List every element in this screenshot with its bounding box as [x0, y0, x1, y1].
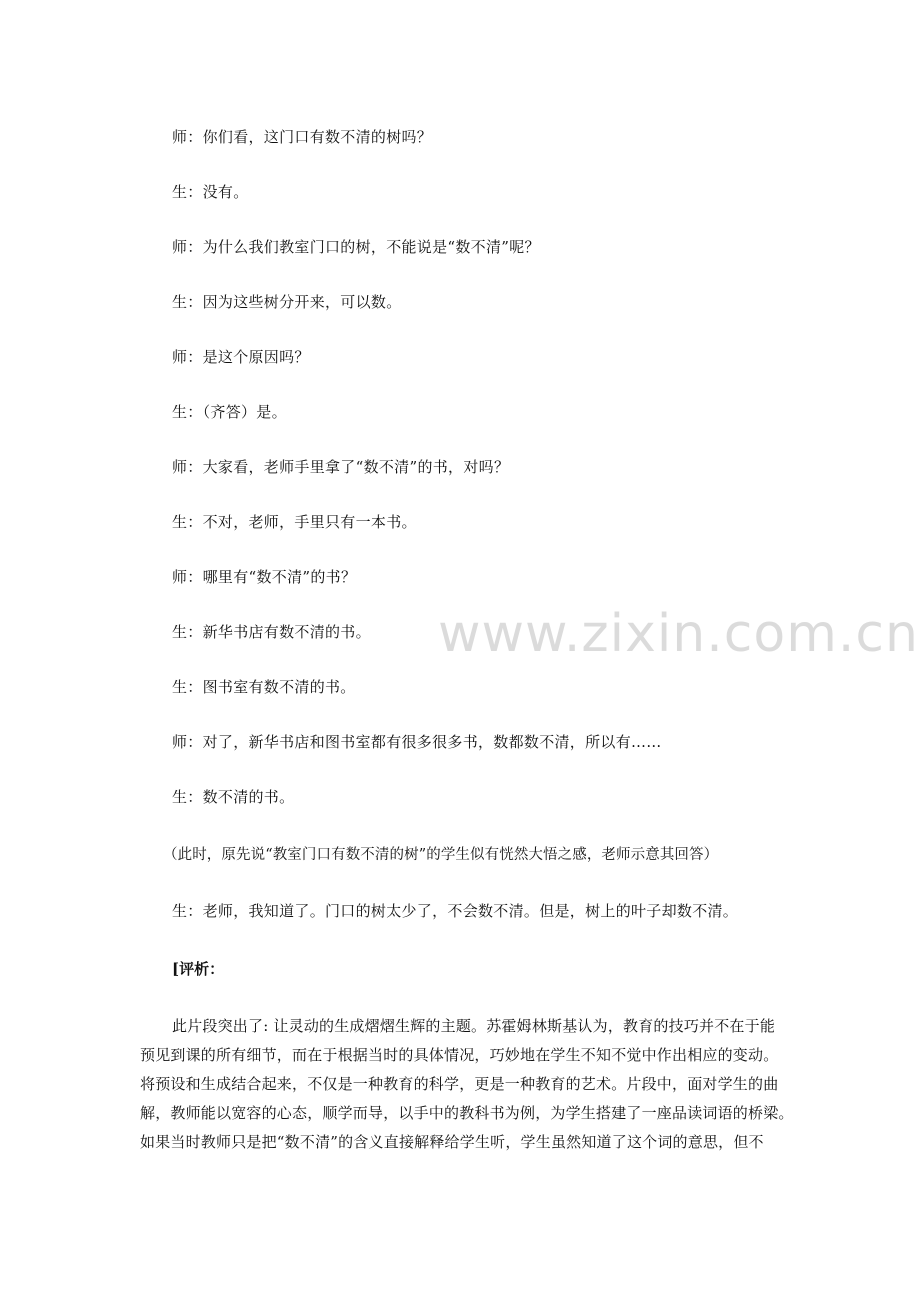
dialogue-line-2: 生：没有。: [172, 183, 249, 201]
dialogue-line-13: 生：数不清的书。: [172, 788, 295, 806]
analysis-line-3: 将预设和生成结合起来，不仅是一种教育的科学，更是一种教育的艺术。片段中，面对学生的曲: [140, 1075, 779, 1093]
dialogue-line-6: 生：（齐答）是。: [172, 403, 287, 421]
analysis-paragraph: [140, 1012, 794, 1157]
dialogue-line-10: 生：新华书店有数不清的书。: [172, 623, 371, 641]
dialogue-line-11: 生：图书室有数不清的书。: [172, 678, 356, 696]
dialogue-line-5: 师：是这个原因吗？: [172, 348, 310, 366]
watermark: www.zixin.com.cn: [438, 604, 919, 664]
analysis-line-2: 预见到课的所有细节，而在于根据当时的具体情况，巧妙地在学生不知不觉中作出相应的变动。: [140, 1046, 779, 1064]
dialogue-line-7: 师：大家看，老师手里拿了“数不清”的书，对吗？: [172, 458, 510, 476]
dialogue-line-4: 生：因为这些树分开来，可以数。: [172, 293, 402, 311]
dialogue-line-12: 师：对了，新华书店和图书室都有很多很多书，数都数不清，所以有……: [172, 733, 662, 751]
analysis-line-1: 此片段突出了: 让灵动的生成熠熠生辉的主题。苏霍姆林斯基认为，教育的技巧并不在于能: [172, 1017, 776, 1035]
dialogue-line-8: 生：不对，老师，手里只有一本书。: [172, 513, 417, 531]
dialogue-line-9: 师：哪里有“数不清”的书？: [172, 568, 357, 586]
dialogue-line-3: 师：为什么我们教室门口的树，不能说是“数不清”呢？: [172, 238, 540, 256]
analysis-heading: [评析：: [172, 960, 225, 978]
dialogue-line-1: 师：你们看，这门口有数不清的树吗？: [172, 128, 433, 146]
analysis-line-5: 如果当时教师只是把“数不清”的含义直接解释给学生听，学生虽然知道了这个词的意思，但不: [140, 1133, 764, 1151]
dialogue-line-15: 生：老师，我知道了。门口的树太少了，不会数不清。但是，树上的叶子却数不清。: [172, 902, 739, 920]
analysis-line-4: 解，教师能以宽容的心态，顺学而导，以手中的教科书为例，为学生搭建了一座品读词语的桥梁。: [140, 1104, 794, 1122]
stage-direction: （此时，原先说“教室门口有数不清的树”的学生似有恍然大悟之感，老师示意其回答）: [163, 847, 719, 863]
